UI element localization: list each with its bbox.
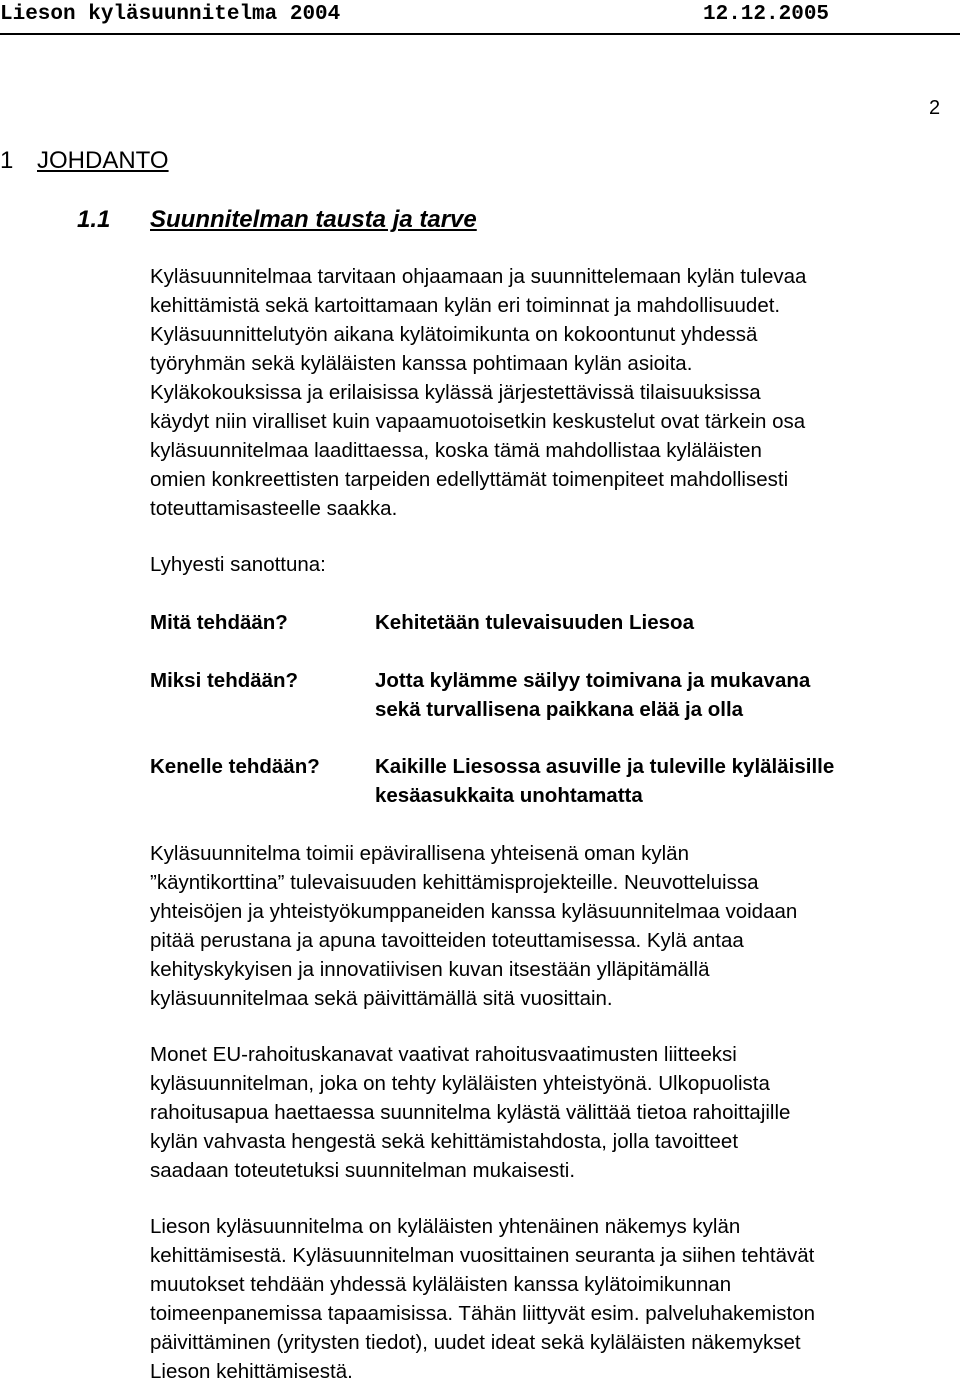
text-line: Lieson kehittämisestä. <box>150 1360 353 1383</box>
section-number: 1 <box>0 147 14 174</box>
text-line: Kyläsuunnitelmaa tarvitaan ohjaamaan ja suunnittelemaan kylän tulevaa <box>150 265 807 288</box>
text-line: työryhmän sekä kyläläisten kanssa pohtimaan kylän asioita. <box>150 352 693 375</box>
question-whom: Kenelle tehdään? <box>150 755 320 778</box>
summary-intro: Lyhyesti sanottuna: <box>150 553 326 576</box>
text-line: Lieson kyläsuunnitelma on kyläläisten yhtenäinen näkemys kylän <box>150 1215 741 1238</box>
text-line: saadaan toteutetuksi suunnitelman mukaisesti. <box>150 1159 576 1182</box>
text-line: rahoitusapua haettaessa suunnitelma kylästä välittää tietoa rahoittajille <box>150 1101 791 1124</box>
text-line: Kyläsuunnittelutyön aikana kylätoimikunta on kokoontunut yhdessä <box>150 323 758 346</box>
text-line: Monet EU-rahoituskanavat vaativat rahoitusvaatimusten liitteeksi <box>150 1043 737 1066</box>
text-line: päivittäminen (yritysten tiedot), uudet ideat sekä kyläläisten näkemykset <box>150 1331 801 1354</box>
text-line: kylän vahvasta hengestä sekä kehittämistahdosta, jolla tavoitteet <box>150 1130 739 1153</box>
text-line: kehittämisestä. Kyläsuunnitelman vuosittainen seuranta ja siihen tehtävät <box>150 1244 815 1267</box>
text-line: Kyläsuunnitelma toimii epävirallisena yhteisenä oman kylän <box>150 842 689 865</box>
header-divider <box>0 33 960 35</box>
text-line: yhteisöjen ja yhteistyökumppaneiden kanssa kyläsuunnitelmaa voidaan <box>150 900 798 923</box>
text-line: omien konkreettisten tarpeiden edellyttämät toimenpiteet mahdollisesti <box>150 468 789 491</box>
answer-whom-line: Kaikille Liesossa asuville ja tuleville kyläläisille <box>375 755 835 778</box>
question-what: Mitä tehdään? <box>150 611 288 634</box>
paragraph-village-card <box>150 839 960 1013</box>
text-line: kehityskykyisen ja innovatiivisen kuvan itsestään ylläpitämällä <box>150 958 710 981</box>
text-line: Kyläkokouksissa ja erilaisissa kylässä järjestettävissä tilaisuuksissa <box>150 381 761 404</box>
subsection-number: 1.1 <box>77 206 111 233</box>
answer-what: Kehitetään tulevaisuuden Liesoa <box>375 611 694 634</box>
text-line: kyläsuunnitelmaa sekä päivittämällä sitä vuosittain. <box>150 987 613 1010</box>
answer-why-line: Jotta kylämme säilyy toimivana ja mukavana <box>375 669 811 692</box>
section-heading <box>0 147 169 175</box>
answer-why-line: sekä turvallisena paikkana elää ja olla <box>375 698 744 721</box>
page-number: 2 <box>929 97 941 119</box>
answer-whom-line: kesäasukkaita unohtamatta <box>375 784 643 807</box>
question-why: Miksi tehdään? <box>150 669 299 692</box>
subsection-title: Suunnitelman tausta ja tarve <box>150 206 477 233</box>
text-line: käydyt niin viralliset kuin vapaamuotoisetkin keskustelut ovat tärkein osa <box>150 410 806 433</box>
subsection-heading <box>77 206 477 234</box>
text-line: toteuttamisasteelle saakka. <box>150 497 398 520</box>
paragraph-eu-funding <box>150 1040 960 1185</box>
text-line: kehittämistä sekä kartoittamaan kylän eri toiminnat ja mahdollisuudet. <box>150 294 781 317</box>
intro-paragraph <box>150 262 960 523</box>
text-line: kyläsuunnitelmaa laadittaessa, koska tämä mahdollistaa kyläläisten <box>150 439 762 462</box>
paragraph-follow-up <box>150 1212 960 1386</box>
section-title: JOHDANTO <box>37 147 169 174</box>
text-line: kyläsuunnitelman, joka on tehty kyläläisten yhteistyönä. Ulkopuolista <box>150 1072 770 1095</box>
header-title: Lieson kyläsuunnitelma 2004 <box>0 3 341 26</box>
text-line: pitää perustana ja apuna tavoitteiden toteuttamisessa. Kylä antaa <box>150 929 744 952</box>
text-line: muutokset tehdään yhdessä kyläläisten kanssa kylätoimikunnan <box>150 1273 732 1296</box>
text-line: ”käyntikorttina” tulevaisuuden kehittämisprojekteille. Neuvotteluissa <box>150 871 759 894</box>
text-line: toimeenpanemissa tapaamisissa. Tähän liittyvät esim. palveluhakemiston <box>150 1302 816 1325</box>
header-date: 12.12.2005 <box>703 3 830 26</box>
